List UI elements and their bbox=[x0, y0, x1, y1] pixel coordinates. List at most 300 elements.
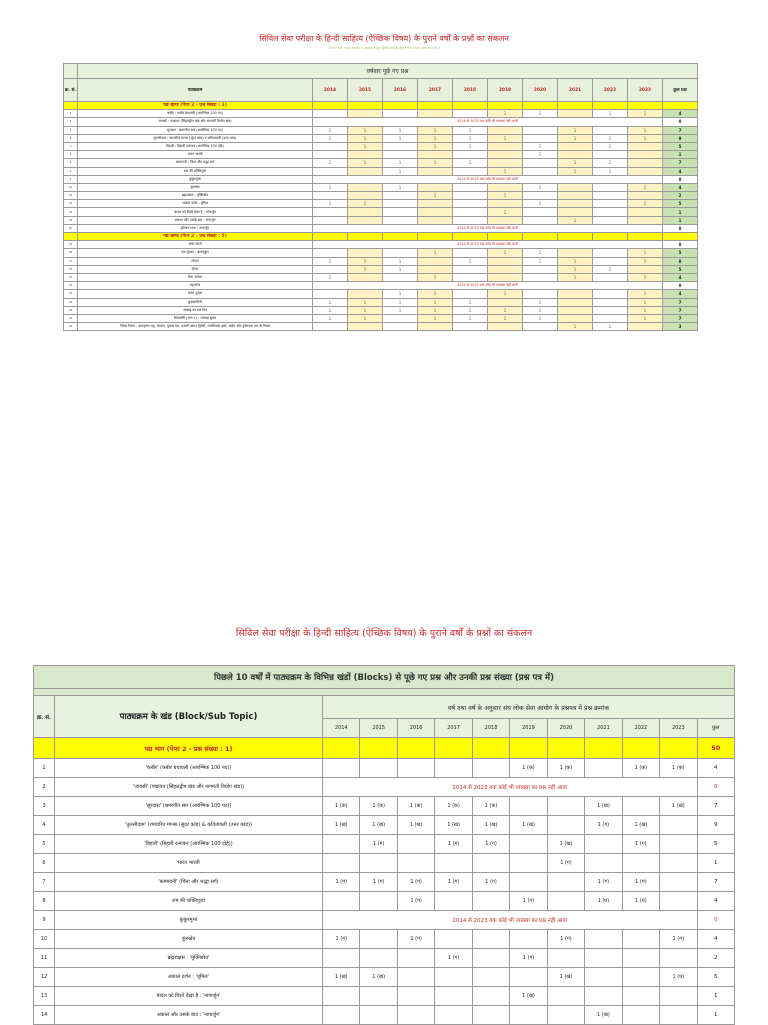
section-empty-cell bbox=[397, 738, 434, 759]
year-cell bbox=[397, 968, 434, 987]
year-cell bbox=[628, 216, 663, 224]
year-cell bbox=[523, 290, 558, 298]
year-cell bbox=[472, 987, 509, 1006]
year-cell: 1 bbox=[383, 126, 418, 134]
year-cell: 1 bbox=[313, 126, 348, 134]
year-cell: 1 bbox=[558, 134, 593, 142]
row-serial: 6 bbox=[34, 854, 55, 873]
row-total: 0 bbox=[663, 241, 698, 249]
year-cell: 1 bbox=[453, 159, 488, 167]
row-total: 1 bbox=[663, 151, 698, 159]
year-cell bbox=[472, 759, 509, 778]
row-topic: राम की शक्तिपूजा bbox=[78, 167, 313, 175]
year-cell: 1 (ग) bbox=[547, 854, 584, 873]
row-topic: 'तुलसीदास' (रामचरित मानस (सुंदर कांड) & कवितावली (उत्तर कांड)) bbox=[55, 816, 323, 835]
section-empty-cell bbox=[348, 233, 383, 241]
row-topic: बादल को घिरते देखा है : नागार्जुन bbox=[78, 208, 313, 216]
table-row bbox=[64, 265, 698, 273]
year-cell: 1 bbox=[348, 200, 383, 208]
table-row bbox=[34, 835, 735, 854]
year-cell bbox=[593, 298, 628, 306]
year-cell: 1 bbox=[628, 314, 663, 322]
year-cell bbox=[418, 323, 453, 331]
year-cell bbox=[488, 273, 523, 281]
row-serial: 5 bbox=[34, 835, 55, 854]
column-header-year: 2018 bbox=[472, 719, 509, 738]
year-cell bbox=[348, 216, 383, 224]
table-row bbox=[64, 257, 698, 265]
year-cell: 1 bbox=[453, 314, 488, 322]
year-cell bbox=[510, 930, 547, 949]
year-cell bbox=[323, 892, 360, 911]
section-empty-cell bbox=[348, 102, 383, 110]
row-serial: १३ bbox=[64, 208, 78, 216]
no-question-note: 2014 से 2023 तक कोई भी व्याख्या का प्रश्न नहीं आया bbox=[323, 778, 698, 797]
year-cell bbox=[313, 151, 348, 159]
table-row bbox=[34, 873, 735, 892]
row-serial: २५ bbox=[64, 314, 78, 322]
section-empty-cell bbox=[585, 738, 622, 759]
year-cell bbox=[660, 816, 697, 835]
table-row bbox=[64, 216, 698, 224]
year-cell: 1 (ख) bbox=[360, 816, 397, 835]
column-header-sn: क्र. सं. bbox=[64, 79, 78, 102]
row-total: 1 bbox=[697, 854, 734, 873]
row-topic: 'कबीर' (कबीर ग्रंथावली (आरम्भिक 100 पद)) bbox=[55, 759, 323, 778]
year-cell: 1 bbox=[418, 249, 453, 257]
year-cell bbox=[418, 151, 453, 159]
year-cell: 1 (घ) bbox=[660, 968, 697, 987]
section-empty-cell bbox=[323, 738, 360, 759]
year-cell: 1 bbox=[488, 110, 523, 118]
row-total: 4 bbox=[697, 930, 734, 949]
year-cell bbox=[453, 208, 488, 216]
year-cell: 1 bbox=[313, 314, 348, 322]
year-cell bbox=[547, 1006, 584, 1025]
year-cell: 1 bbox=[488, 192, 523, 200]
year-cell bbox=[418, 200, 453, 208]
row-total: 7 bbox=[697, 797, 734, 816]
year-cell bbox=[383, 200, 418, 208]
table-row bbox=[64, 126, 698, 134]
year-cell: 1 (ग) bbox=[397, 892, 434, 911]
year-cell: 1 bbox=[453, 134, 488, 142]
year-cell bbox=[323, 759, 360, 778]
row-serial: १४ bbox=[64, 216, 78, 224]
year-cell bbox=[523, 192, 558, 200]
year-cell bbox=[323, 835, 360, 854]
year-cell: 1 bbox=[418, 314, 453, 322]
year-cell: 1 bbox=[383, 159, 418, 167]
year-cell: 1 bbox=[313, 200, 348, 208]
row-topic: 'बिहारी' (बिहारी रत्नाकर (आरम्भिक 100 दोहे)) bbox=[55, 835, 323, 854]
row-serial: १२ bbox=[64, 200, 78, 208]
row-total: 7 bbox=[697, 873, 734, 892]
row-topic: जायसी : पद्मावत (सिंहलद्वीप खंड और नागमती वियोग खंड) bbox=[78, 118, 313, 126]
year-cell bbox=[558, 110, 593, 118]
no-question-note: 2014 से 2023 तक कोई भी व्याख्या नहीं आयी bbox=[313, 282, 663, 290]
column-header-year: 2022 bbox=[593, 79, 628, 102]
no-question-note: 2014 से 2023 तक कोई भी व्याख्या नहीं आयी bbox=[313, 118, 663, 126]
column-header-topic: पाठ्यक्रम के खंड (Block/Sub Topic) bbox=[55, 696, 323, 738]
year-cell: 1 (घ) bbox=[585, 892, 622, 911]
year-cell bbox=[558, 192, 593, 200]
row-topic: मैला आंचल bbox=[78, 273, 313, 281]
year-cell bbox=[323, 987, 360, 1006]
table-row bbox=[64, 192, 698, 200]
row-topic: भारत दुर्दशा bbox=[78, 290, 313, 298]
year-cell: 1 bbox=[523, 142, 558, 150]
section-label: गद्य खण्ड (पेपर 2 - प्रश्न संख्या : 5) bbox=[78, 233, 313, 241]
year-cell bbox=[383, 192, 418, 200]
year-cell bbox=[547, 816, 584, 835]
row-topic: अंधेर नगरी bbox=[78, 241, 313, 249]
year-cell bbox=[472, 892, 509, 911]
year-cell: 1 bbox=[348, 126, 383, 134]
year-cell: 1 bbox=[313, 183, 348, 191]
year-cell bbox=[558, 151, 593, 159]
row-total: 5 bbox=[697, 835, 734, 854]
section-empty-cell bbox=[418, 233, 453, 241]
year-cell: 1 bbox=[348, 134, 383, 142]
section-label: पद्य खण्ड (पेपर 2 - प्रश्न संख्या : 1) bbox=[78, 102, 313, 110]
year-cell: 1 (ख) bbox=[660, 797, 697, 816]
row-total: 1 bbox=[697, 987, 734, 1006]
year-cell bbox=[313, 216, 348, 224]
row-total: 5 bbox=[663, 142, 698, 150]
year-cell bbox=[383, 110, 418, 118]
no-question-note: 2014 से 2023 तक कोई भी व्याख्या नहीं आयी bbox=[313, 175, 663, 183]
year-cell bbox=[453, 273, 488, 281]
table-row bbox=[64, 175, 698, 183]
year-cell: 1 bbox=[418, 159, 453, 167]
year-cell bbox=[547, 892, 584, 911]
column-header-year: 2014 bbox=[323, 719, 360, 738]
page-title-bottom: सिविल सेवा परीक्षा के हिन्दी साहित्य (ऐच्छिक विषय) के पुराने वर्षों के प्रश्नों का संकलन bbox=[235, 628, 533, 639]
year-cell bbox=[488, 298, 523, 306]
row-topic: कुरुक्षेत्र bbox=[78, 183, 313, 191]
year-cell bbox=[547, 987, 584, 1006]
year-cell: 1 bbox=[313, 298, 348, 306]
section-empty-cell bbox=[523, 102, 558, 110]
year-cell: 1 bbox=[453, 142, 488, 150]
row-total: 4 bbox=[663, 290, 698, 298]
table-row bbox=[64, 183, 698, 191]
row-serial: 4 bbox=[34, 816, 55, 835]
table-row bbox=[64, 159, 698, 167]
year-cell: 1 bbox=[558, 265, 593, 273]
row-topic: महाभोज bbox=[78, 282, 313, 290]
year-cell bbox=[383, 208, 418, 216]
year-cell bbox=[660, 854, 697, 873]
year-cell: 1 bbox=[453, 298, 488, 306]
year-cell: 1 bbox=[383, 298, 418, 306]
year-cell: 1 bbox=[488, 306, 523, 314]
table-caption: वर्षवार पूछे गए प्रश्न bbox=[78, 64, 698, 79]
section-empty-cell bbox=[547, 738, 584, 759]
year-cell bbox=[585, 949, 622, 968]
row-topic: अकाल दर्शन : धूमिल bbox=[78, 200, 313, 208]
row-total: 3 bbox=[663, 323, 698, 331]
year-cell: 1 (ग) bbox=[585, 816, 622, 835]
section-empty-cell bbox=[628, 102, 663, 110]
row-serial: 9 bbox=[34, 911, 55, 930]
year-cell: 1 bbox=[348, 159, 383, 167]
year-cell: 1 (ग) bbox=[323, 873, 360, 892]
section-total: 50 bbox=[697, 738, 734, 759]
year-cell: 1 bbox=[383, 265, 418, 273]
year-cell bbox=[622, 797, 659, 816]
year-cell bbox=[453, 167, 488, 175]
row-total: 5 bbox=[697, 968, 734, 987]
year-cell bbox=[523, 323, 558, 331]
year-cell bbox=[472, 1006, 509, 1025]
year-cell bbox=[435, 968, 472, 987]
year-cell: 1 bbox=[348, 142, 383, 150]
column-header-year: 2021 bbox=[558, 79, 593, 102]
column-header-year: 2023 bbox=[628, 79, 663, 102]
year-cell: 1 (ग) bbox=[435, 835, 472, 854]
year-cell: 1 bbox=[488, 249, 523, 257]
year-cell: 1 (ख) bbox=[397, 816, 434, 835]
year-cell: 1 bbox=[523, 306, 558, 314]
row-total: 4 bbox=[663, 167, 698, 175]
column-header-topic: पाठ्यक्रम bbox=[78, 79, 313, 102]
row-total: 2 bbox=[663, 192, 698, 200]
year-cell bbox=[348, 290, 383, 298]
table-row bbox=[34, 968, 735, 987]
year-cell bbox=[472, 930, 509, 949]
year-cell bbox=[488, 216, 523, 224]
year-cell bbox=[593, 208, 628, 216]
year-cell bbox=[558, 183, 593, 191]
year-cell: 1 (ग) bbox=[622, 873, 659, 892]
year-cell bbox=[360, 949, 397, 968]
year-cell: 1 bbox=[593, 265, 628, 273]
no-question-note: 2014 से 2023 तक कोई भी व्याख्या का प्रश्न नहीं आया bbox=[323, 911, 698, 930]
row-serial: 1 bbox=[34, 759, 55, 778]
year-cell: 1 bbox=[313, 134, 348, 142]
year-cell bbox=[523, 134, 558, 142]
page-subtitle-top: This PDF has been created by @hindisahitya for the community bbox=[328, 46, 440, 50]
year-cell bbox=[435, 987, 472, 1006]
year-cell: 1 bbox=[558, 257, 593, 265]
year-cell bbox=[453, 192, 488, 200]
year-cell bbox=[453, 323, 488, 331]
column-header-year: 2020 bbox=[547, 719, 584, 738]
row-total: 9 bbox=[697, 816, 734, 835]
year-cell bbox=[418, 110, 453, 118]
year-cell bbox=[628, 323, 663, 331]
year-cell: 1 bbox=[523, 151, 558, 159]
year-cell: 1 bbox=[418, 273, 453, 281]
year-cell bbox=[523, 216, 558, 224]
table-row bbox=[64, 282, 698, 290]
year-cell: 1 bbox=[523, 298, 558, 306]
year-cell: 1 bbox=[488, 290, 523, 298]
year-cell bbox=[628, 151, 663, 159]
year-cell bbox=[660, 892, 697, 911]
row-topic: तुलसीदास : रामचरित मानस (सुंदर कांड) व कवितावली (उत्तर कांड) bbox=[78, 134, 313, 142]
year-cell bbox=[547, 797, 584, 816]
row-topic: कुकुरमुत्ता bbox=[78, 175, 313, 183]
table-row bbox=[64, 306, 698, 314]
year-cell: 1 bbox=[593, 167, 628, 175]
year-cell bbox=[435, 930, 472, 949]
row-total: 1 bbox=[697, 1006, 734, 1025]
year-cell bbox=[383, 151, 418, 159]
year-cell: 1 (क) bbox=[660, 759, 697, 778]
year-cell bbox=[593, 290, 628, 298]
year-cell bbox=[383, 249, 418, 257]
year-cell: 1 bbox=[628, 257, 663, 265]
year-cell bbox=[547, 949, 584, 968]
year-cell bbox=[593, 151, 628, 159]
row-serial: ४ bbox=[64, 134, 78, 142]
year-cell bbox=[313, 110, 348, 118]
table-row bbox=[64, 110, 698, 118]
year-cell: 1 (क) bbox=[323, 797, 360, 816]
row-topic: कुकुरमुत्ता bbox=[55, 911, 323, 930]
row-serial: १ bbox=[64, 110, 78, 118]
year-cell bbox=[622, 930, 659, 949]
year-cell bbox=[488, 183, 523, 191]
section-empty-cell bbox=[418, 102, 453, 110]
year-cell bbox=[488, 200, 523, 208]
section-row bbox=[64, 233, 698, 241]
year-cell bbox=[488, 126, 523, 134]
section-empty-cell bbox=[558, 233, 593, 241]
row-total: 8 bbox=[663, 257, 698, 265]
year-cell: 1 (ग) bbox=[397, 930, 434, 949]
year-cell bbox=[585, 968, 622, 987]
row-serial: ८ bbox=[64, 167, 78, 175]
year-cell: 1 bbox=[558, 167, 593, 175]
row-topic: कामायनी : चिंता और श्रद्धा सर्ग bbox=[78, 159, 313, 167]
year-cell bbox=[622, 968, 659, 987]
section-empty-cell bbox=[313, 233, 348, 241]
section-row bbox=[34, 738, 735, 759]
year-cell: 1 bbox=[558, 323, 593, 331]
table-row bbox=[34, 797, 735, 816]
no-question-note: 2014 से 2023 तक कोई भी व्याख्या नहीं आयी bbox=[313, 224, 663, 232]
column-header-year: 2017 bbox=[435, 719, 472, 738]
year-cell: 1 (ख) bbox=[472, 816, 509, 835]
table-main-header: पिछले 10 वर्षों में पाठ्यक्रम के विभिन्न खंडों (Blocks) से पूछे गए प्रश्न और उनकी प्रश्न संख्या (प्रश्न पत्र में) bbox=[34, 666, 735, 689]
row-serial: २६ bbox=[64, 323, 78, 331]
table-row bbox=[34, 892, 735, 911]
year-cell: 1 (ख) bbox=[323, 816, 360, 835]
row-topic: ध्रुवस्वामिनी bbox=[78, 298, 313, 306]
section-empty-cell bbox=[472, 738, 509, 759]
year-cell bbox=[558, 298, 593, 306]
year-cell: 1 (ख) bbox=[435, 816, 472, 835]
row-serial: 7 bbox=[34, 873, 55, 892]
year-cell bbox=[628, 167, 663, 175]
year-cell bbox=[523, 126, 558, 134]
row-total: 9 bbox=[663, 134, 698, 142]
section-label: पद्य भाग (पेपर 2 - प्रश्न संख्या : 1) bbox=[55, 738, 323, 759]
row-serial: २ bbox=[64, 118, 78, 126]
year-cell bbox=[453, 249, 488, 257]
section-empty-cell bbox=[488, 233, 523, 241]
section-empty-cell bbox=[488, 102, 523, 110]
table-row bbox=[64, 314, 698, 322]
table-row bbox=[64, 290, 698, 298]
year-cell: 1 bbox=[348, 306, 383, 314]
year-cell: 1 bbox=[628, 183, 663, 191]
year-cell bbox=[558, 200, 593, 208]
year-cell: 1 (ग) bbox=[622, 835, 659, 854]
year-cell bbox=[523, 167, 558, 175]
year-cell bbox=[383, 273, 418, 281]
section-empty-cell bbox=[663, 233, 698, 241]
year-cell bbox=[558, 142, 593, 150]
year-cell: 1 bbox=[488, 314, 523, 322]
row-total: 7 bbox=[663, 159, 698, 167]
year-cell bbox=[453, 200, 488, 208]
year-cell bbox=[660, 949, 697, 968]
year-cell: 1 bbox=[418, 298, 453, 306]
year-cell: 1 bbox=[348, 257, 383, 265]
year-cell bbox=[418, 183, 453, 191]
section-empty-cell bbox=[663, 102, 698, 110]
year-cell bbox=[360, 854, 397, 873]
year-cell bbox=[313, 192, 348, 200]
row-topic: ब्रह्मराक्षस : 'मुक्तिबोध' bbox=[55, 949, 323, 968]
section-empty-cell bbox=[383, 233, 418, 241]
year-cell bbox=[418, 265, 453, 273]
year-cell bbox=[418, 216, 453, 224]
year-cell: 1 (ख) bbox=[510, 816, 547, 835]
row-total: 7 bbox=[663, 314, 698, 322]
year-cell bbox=[360, 1006, 397, 1025]
year-cell bbox=[523, 159, 558, 167]
year-cell bbox=[313, 249, 348, 257]
year-cell bbox=[660, 1006, 697, 1025]
year-cell bbox=[488, 151, 523, 159]
year-cell: 1 bbox=[558, 126, 593, 134]
year-cell bbox=[323, 1006, 360, 1025]
row-topic: बादल को घिरते देखा है : 'नागार्जुन' bbox=[55, 987, 323, 1006]
row-serial: ९ bbox=[64, 175, 78, 183]
year-cell bbox=[593, 216, 628, 224]
row-topic: भारत भारती bbox=[78, 151, 313, 159]
year-cell bbox=[510, 1006, 547, 1025]
year-cell bbox=[348, 183, 383, 191]
table-row bbox=[64, 208, 698, 216]
table-row bbox=[64, 200, 698, 208]
year-cell bbox=[593, 314, 628, 322]
year-cell: 1 bbox=[418, 134, 453, 142]
year-cell bbox=[585, 930, 622, 949]
row-serial: १६ bbox=[64, 241, 78, 249]
row-topic: कुरुक्षेत्र bbox=[55, 930, 323, 949]
row-serial: 8 bbox=[34, 892, 55, 911]
year-cell: 1 (ग) bbox=[660, 930, 697, 949]
row-total: 4 bbox=[663, 110, 698, 118]
row-serial: २१ bbox=[64, 282, 78, 290]
year-cell bbox=[383, 216, 418, 224]
year-cell bbox=[558, 290, 593, 298]
year-cell bbox=[660, 873, 697, 892]
year-cell: 1 bbox=[383, 167, 418, 175]
section-empty-cell bbox=[360, 738, 397, 759]
row-serial: 3 bbox=[34, 797, 55, 816]
year-cell: 1 bbox=[348, 298, 383, 306]
year-cell: 1 bbox=[383, 290, 418, 298]
year-cell: 1 (ग) bbox=[397, 873, 434, 892]
